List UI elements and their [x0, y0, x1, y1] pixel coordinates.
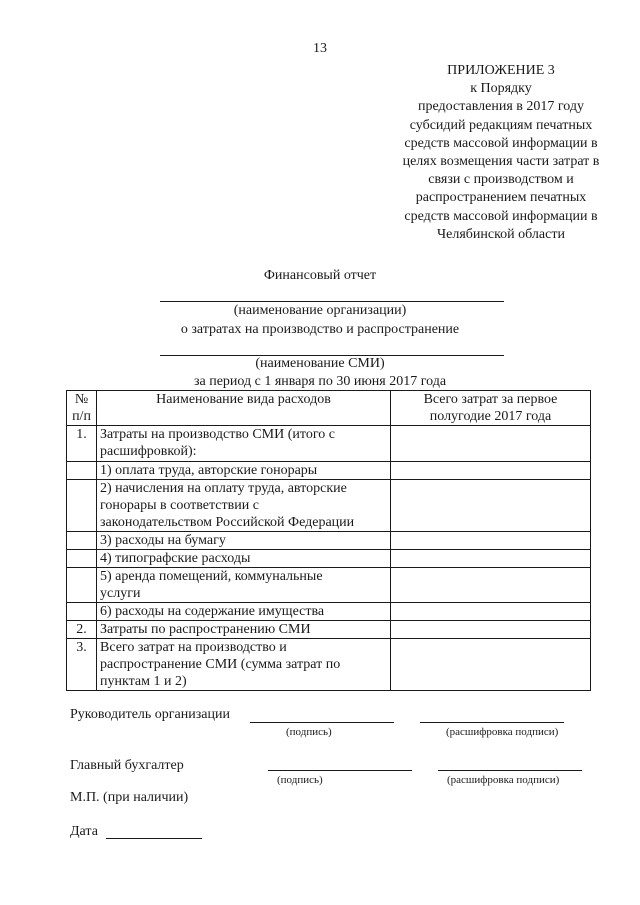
appendix-line: средств массовой информации в — [404, 208, 598, 224]
row-num: 2. — [67, 621, 97, 639]
accountant-signature-caption: (подпись) — [277, 774, 323, 786]
row-name: 1) оплата труда, авторские гонорары — [97, 462, 391, 480]
row-total — [391, 532, 591, 550]
table-row — [67, 532, 591, 550]
table-row — [67, 639, 591, 691]
appendix-line: субсидий редакциям печатных — [409, 117, 593, 133]
table-row — [67, 462, 591, 480]
header-total: Всего затрат за первое полугодие 2017 года — [391, 391, 591, 426]
row-num — [67, 462, 97, 480]
org-name-caption: (наименование организации) — [233, 303, 407, 318]
report-period: за период с 1 января по 30 июня 2017 года — [193, 374, 447, 389]
org-name-line — [160, 301, 504, 302]
row-name: 6) расходы на содержание имущества — [97, 603, 391, 621]
report-title: Финансовый отчет — [263, 268, 377, 283]
row-total — [391, 462, 591, 480]
date-label: Дата — [70, 824, 98, 839]
row-num — [67, 568, 97, 603]
director-signature-line — [250, 722, 394, 723]
appendix-line: средств массовой информации в — [404, 135, 598, 151]
director-transcript-line — [420, 722, 564, 723]
table-row — [67, 568, 591, 603]
table-header-row — [67, 391, 591, 426]
report-subtitle: о затратах на производство и распространение — [180, 322, 460, 337]
appendix-line: Челябинской области — [437, 226, 565, 242]
row-num — [67, 480, 97, 532]
director-label: Руководитель организации — [70, 707, 230, 722]
row-name: Затраты на производство СМИ (итого с расшифровкой): — [97, 426, 391, 462]
header-name: Наименование вида расходов — [97, 391, 391, 426]
row-name: 3) расходы на бумагу — [97, 532, 391, 550]
row-num: 1. — [67, 426, 97, 462]
table-row — [67, 480, 591, 532]
row-total — [391, 550, 591, 568]
table-row — [67, 603, 591, 621]
appendix-line: к Порядку — [470, 81, 532, 97]
appendix-line: связи с производством и — [428, 172, 574, 188]
director-signature-caption: (подпись) — [286, 726, 332, 738]
table-row — [67, 426, 591, 462]
appendix-line: ПРИЛОЖЕНИЕ 3 — [447, 63, 555, 78]
date-line — [106, 838, 202, 839]
media-name-caption: (наименование СМИ) — [255, 356, 385, 371]
director-transcript-caption: (расшифровка подписи) — [446, 726, 559, 738]
header-num: № п/п — [67, 391, 97, 426]
stamp-label: М.П. (при наличии) — [70, 790, 189, 805]
row-total — [391, 621, 591, 639]
appendix-line: предоставления в 2017 году — [418, 99, 584, 115]
accountant-transcript-line — [438, 770, 582, 771]
appendix-line: распространением печатных — [415, 190, 587, 206]
row-name: 5) аренда помещений, коммунальные услуги — [97, 568, 391, 603]
accountant-label: Главный бухгалтер — [70, 758, 184, 773]
appendix-header — [370, 62, 632, 244]
accountant-signature-line — [268, 770, 412, 771]
table-row — [67, 621, 591, 639]
row-name: Всего затрат на производство и распространение СМИ (сумма затрат по пунктам 1 и 2) — [97, 639, 391, 691]
row-total — [391, 426, 591, 462]
row-name: 2) начисления на оплату труда, авторские гонорары в соответствии с законодательством Российской Федерации — [97, 480, 391, 532]
row-num: 3. — [67, 639, 97, 691]
row-total — [391, 639, 591, 691]
row-name: Затраты по распространению СМИ — [97, 621, 391, 639]
accountant-transcript-caption: (расшифровка подписи) — [447, 774, 560, 786]
appendix-line: целях возмещения части затрат в — [402, 154, 600, 170]
costs-table — [66, 390, 591, 691]
row-num — [67, 603, 97, 621]
row-total — [391, 568, 591, 603]
row-num — [67, 532, 97, 550]
table-row — [67, 550, 591, 568]
row-total — [391, 480, 591, 532]
row-name: 4) типографские расходы — [97, 550, 391, 568]
page-number: 13 — [313, 41, 327, 56]
row-num — [67, 550, 97, 568]
row-total — [391, 603, 591, 621]
